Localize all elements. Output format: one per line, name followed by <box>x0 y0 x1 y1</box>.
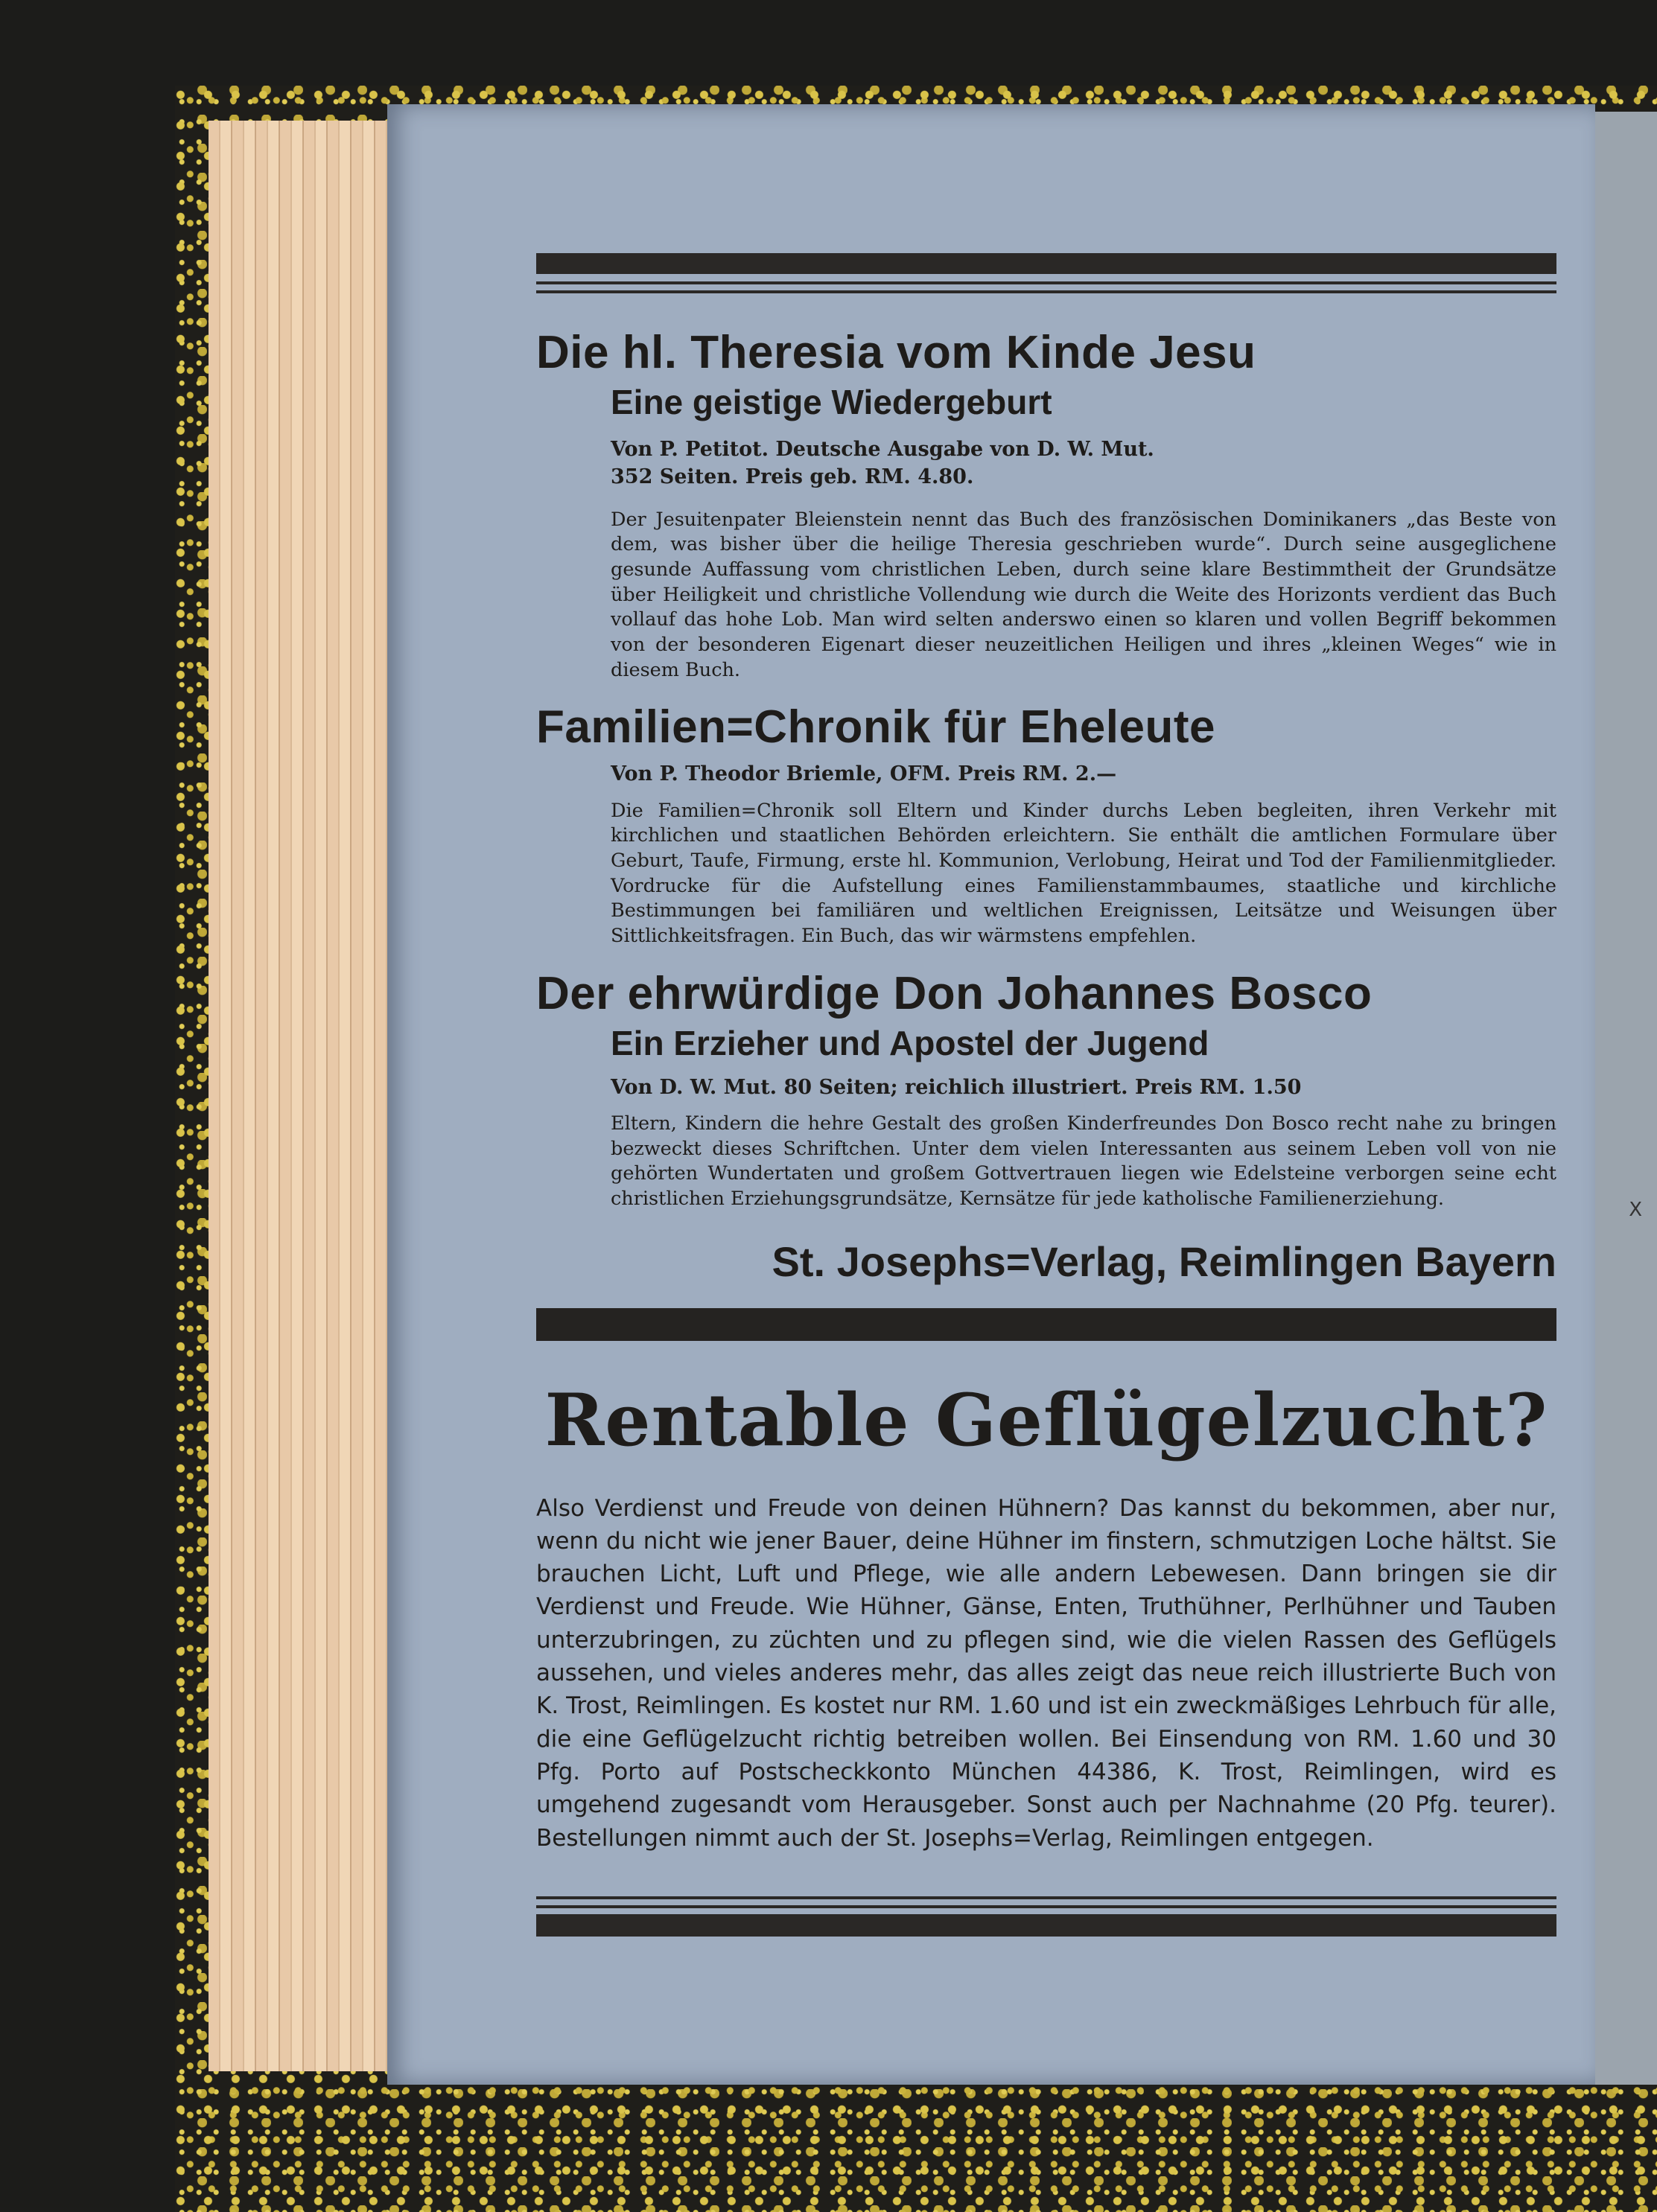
book-title: Die hl. Theresia vom Kinde Jesu <box>536 327 1256 378</box>
next-page-edge <box>1594 112 1657 2085</box>
bottom-rule-lines <box>536 1896 1556 1908</box>
bottom-rule <box>536 1914 1556 1937</box>
publisher-line: St. Josephs=Verlag, Reimlingen Bayern <box>772 1237 1556 1285</box>
book-title: Familien=Chronik für Eheleute <box>536 701 1215 753</box>
book-page <box>387 104 1595 2085</box>
book-description: Eltern, Kindern die hehre Gestalt des großen Kinderfreundes Don Bosco recht nahe zu bringen bezweckt dieses Schriftchen. Unter dem vielen Interessanten aus seinem Leben voll von nie gehörten Wundertaten und großem Gottvertrauen liegen wie Edelsteine verborgen seine echt christlichen Erziehungsgrundsätze, Kernsätze für jede katholische Familienerziehung. <box>611 1112 1556 1210</box>
book-title: Der ehrwürdige Don Johannes Bosco <box>536 967 1373 1019</box>
book-meta-line: Von P. Petitot. Deutsche Ausgabe von D. W. Mut. <box>611 438 1154 462</box>
book-meta <box>611 436 1556 491</box>
poultry-ad <box>536 1378 1556 1855</box>
book-ad-theresia <box>536 328 1556 683</box>
book-meta <box>611 1074 1556 1101</box>
book-ad-familien-chronik <box>536 702 1556 949</box>
page-edges <box>209 121 402 2071</box>
book-meta <box>611 760 1556 788</box>
pencil-mark: X <box>1629 1199 1642 1221</box>
book-subtitle: Ein Erzieher und Apostel der Jugend <box>611 1023 1209 1062</box>
book-description: Der Jesuitenpater Bleienstein nennt das Buch des französischen Dominikaners „das Beste von dem, was bisher über die heilige Theresia geschrieben wurde“. Durch seine ausgeglichene gesunde Auffassung vom christlichen Leben, durch seine klare Bestimmtheit der Grundsätze über Heiligkeit und christliche Vollendung wie durch die Weite des Horizonts verdient das Buch vollauf das hohe Lob. Man wird selten anderswo einen so klaren und vollen Begriff bekommen von der besonderen Eigenart dieser neuzeitlichen Heiligen und ihres „kleinen Weges“ wie in diesem Buch. <box>611 508 1556 681</box>
book-meta-line: 352 Seiten. Preis geb. RM. 4.80. <box>611 465 974 489</box>
book-meta-line: Von P. Theodor Briemle, OFM. Preis RM. 2.— <box>611 762 1117 786</box>
book-description: Die Familien=Chronik soll Eltern und Kinder durchs Leben begleiten, ihren Verkehr mit kirchlichen und staatlichen Behörden erleichtern. Sie enthält die amtlichen Formulare über Geburt, Taufe, Firmung, erste hl. Kommunion, Verlobung, Heirat und Tod der Familienmitglieder. Vordrucke für die Aufstellung eines Familienstammbaumes, staatliche und kirchliche Bestimmungen bei familiären und weltlichen Ereignissen, Leitsätze und Weisungen über Sittlichkeitsfragen. Ein Buch, das wir wärmstens empfehlen. <box>611 799 1556 947</box>
ad-body: Also Verdienst und Freude von deinen Hühnern? Das kannst du bekommen, aber nur, wenn du nicht wie jener Bauer, deine Hühner im finstern, schmutzigen Loche hältst. Sie brauchen Licht, Luft und Pflege, wie alle andern Lebewesen. Dann bringen sie dir Verdienst und Freude. Wie Hühner, Gänse, Enten, Truthühner, Perlhühner und Tauben unterzubringen, zu züchten und zu pflegen sind, wie die vielen Rassen des Geflügels aussehen, und vieles anderes mehr, das alles zeigt das neue reich illustrierte Buch von K. Trost, Reimlingen. Es kostet nur RM. 1.60 und ist ein zweckmäßiges Lehrbuch für alle, die eine Geflügelzucht richtig betreiben wollen. Bei Einsendung von RM. 1.60 und 30 Pfg. Porto auf Postscheckkonto München 44386, K. Trost, Reimlingen, wird es umgehend zugesandt vom Herausgeber. Sonst auch per Nachnahme (20 Pfg. teurer). Bestellungen nimmt auch der St. Josephs=Verlag, Reimlingen entgegen. <box>536 1494 1556 1852</box>
book-meta-line: Von D. W. Mut. 80 Seiten; reichlich illustriert. Preis RM. 1.50 <box>611 1075 1302 1099</box>
book-ad-bosco <box>536 969 1556 1212</box>
top-rule-lines <box>536 281 1556 293</box>
book-subtitle: Eine geistige Wiedergeburt <box>611 383 1052 422</box>
ad-title: Rentable Geflügelzucht? <box>544 1377 1548 1462</box>
middle-rule <box>536 1308 1556 1341</box>
page-content <box>536 253 1556 1937</box>
top-rule <box>536 253 1556 274</box>
